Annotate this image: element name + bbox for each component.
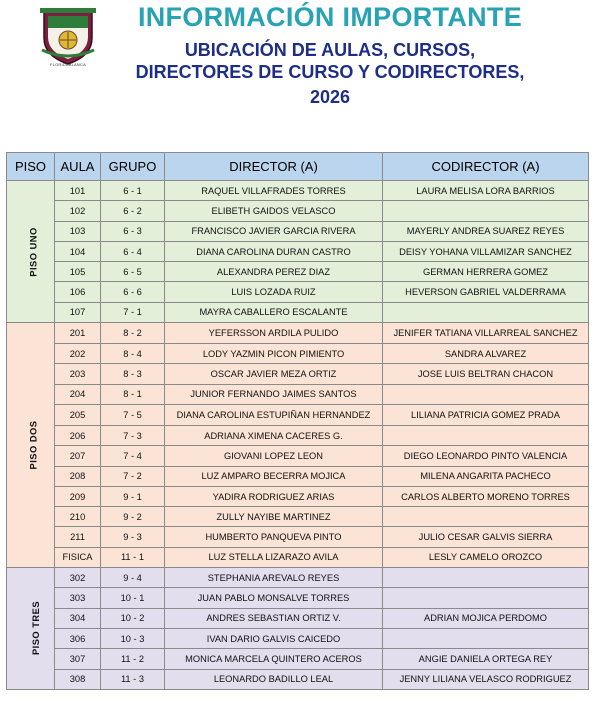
codirector-cell bbox=[383, 588, 589, 608]
director-cell: FRANCISCO JAVIER GARCIA RIVERA bbox=[165, 221, 383, 241]
grupo-cell: 10 - 1 bbox=[101, 588, 165, 608]
page-subtitle-year: 2026 bbox=[309, 87, 351, 107]
grupo-cell: 9 - 4 bbox=[101, 568, 165, 588]
director-cell: LUZ AMPARO BECERRA MOJICA bbox=[165, 466, 383, 486]
director-cell: RAQUEL VILLAFRADES TORRES bbox=[165, 181, 383, 201]
grupo-cell: 11 - 3 bbox=[101, 669, 165, 689]
director-cell: JUNIOR FERNANDO JAIMES SANTOS bbox=[165, 384, 383, 404]
aula-cell: 104 bbox=[55, 241, 101, 261]
floor-label: PISO DOS bbox=[28, 420, 39, 470]
director-cell: GIOVANI LOPEZ LEON bbox=[165, 446, 383, 466]
director-cell: OSCAR JAVIER MEZA ORTIZ bbox=[165, 364, 383, 384]
table-row bbox=[7, 344, 589, 364]
grupo-cell: 11 - 2 bbox=[101, 649, 165, 669]
grupo-cell: 8 - 3 bbox=[101, 364, 165, 384]
director-cell: DIANA CAROLINA DURAN CASTRO bbox=[165, 241, 383, 261]
aula-cell: 307 bbox=[55, 649, 101, 669]
aula-cell: 303 bbox=[55, 588, 101, 608]
aula-cell: 302 bbox=[55, 568, 101, 588]
grupo-cell: 11 - 1 bbox=[101, 547, 165, 567]
grupo-cell: 6 - 6 bbox=[101, 282, 165, 302]
table-row bbox=[7, 323, 589, 344]
table-row bbox=[7, 364, 589, 384]
table-row bbox=[7, 466, 589, 486]
codirector-cell bbox=[383, 302, 589, 322]
codirector-cell: LESLY CAMELO OROZCO bbox=[383, 547, 589, 567]
grupo-cell: 10 - 2 bbox=[101, 608, 165, 628]
aula-cell: 102 bbox=[55, 201, 101, 221]
table-row bbox=[7, 527, 589, 547]
table-row bbox=[7, 384, 589, 404]
codirector-cell: JULIO CESAR GALVIS SIERRA bbox=[383, 527, 589, 547]
table-row bbox=[7, 446, 589, 466]
grupo-cell: 7 - 5 bbox=[101, 404, 165, 425]
aula-cell: 202 bbox=[55, 344, 101, 364]
table-row bbox=[7, 201, 589, 221]
codirector-cell: ADRIAN MOJICA PERDOMO bbox=[383, 608, 589, 628]
director-cell: IVAN DARIO GALVIS CAICEDO bbox=[165, 628, 383, 648]
director-cell: LUIS LOZADA RUIZ bbox=[165, 282, 383, 302]
table-row bbox=[7, 486, 589, 506]
codirector-cell: HEVERSON GABRIEL VALDERRAMA bbox=[383, 282, 589, 302]
aula-cell: 206 bbox=[55, 425, 101, 445]
director-cell: MONICA MARCELA QUINTERO ACEROS bbox=[165, 649, 383, 669]
logo-caption: FLORIDABLANCA bbox=[50, 62, 86, 67]
table-row bbox=[7, 588, 589, 608]
aula-cell: 106 bbox=[55, 282, 101, 302]
grupo-cell: 8 - 1 bbox=[101, 384, 165, 404]
floor-label-cell bbox=[7, 323, 55, 568]
table-row bbox=[7, 404, 589, 425]
table-row bbox=[7, 547, 589, 567]
director-cell: LEONARDO BADILLO LEAL bbox=[165, 669, 383, 689]
grupo-cell: 7 - 4 bbox=[101, 446, 165, 466]
aula-cell: 107 bbox=[55, 302, 101, 322]
aula-cell: 207 bbox=[55, 446, 101, 466]
director-cell: LUZ STELLA LIZARAZO AVILA bbox=[165, 547, 383, 567]
grupo-cell: 6 - 3 bbox=[101, 221, 165, 241]
aula-cell: 304 bbox=[55, 608, 101, 628]
codirector-cell: DEISY YOHANA VILLAMIZAR SANCHEZ bbox=[383, 241, 589, 261]
director-cell: JUAN PABLO MONSALVE TORRES bbox=[165, 588, 383, 608]
table-row bbox=[7, 669, 589, 689]
page-header bbox=[0, 0, 594, 150]
table-row bbox=[7, 628, 589, 648]
codirector-cell: ANGIE DANIELA ORTEGA REY bbox=[383, 649, 589, 669]
floor-label-cell bbox=[7, 181, 55, 323]
aula-cell: 103 bbox=[55, 221, 101, 241]
table-row bbox=[7, 425, 589, 445]
director-cell: ALEXANDRA PEREZ DIAZ bbox=[165, 262, 383, 282]
aula-cell: FISICA bbox=[55, 547, 101, 567]
director-cell: ANDRES SEBASTIAN ORTIZ V. bbox=[165, 608, 383, 628]
codirector-cell: SANDRA ALVAREZ bbox=[383, 344, 589, 364]
director-cell: DIANA CAROLINA ESTUPIÑAN HERNANDEZ bbox=[165, 404, 383, 425]
aula-cell: 306 bbox=[55, 628, 101, 648]
column-header-aula: AULA bbox=[55, 153, 101, 181]
table-body bbox=[7, 181, 589, 690]
table-row bbox=[7, 649, 589, 669]
column-header-grupo: GRUPO bbox=[101, 153, 165, 181]
column-header-director: DIRECTOR (A) bbox=[165, 153, 383, 181]
column-header-piso: PISO bbox=[7, 153, 55, 181]
school-shield-logo-icon bbox=[38, 4, 98, 68]
codirector-cell bbox=[383, 507, 589, 527]
codirector-cell: LAURA MELISA LORA BARRIOS bbox=[383, 181, 589, 201]
codirector-cell: MILENA ANGARITA PACHECO bbox=[383, 466, 589, 486]
grupo-cell: 8 - 4 bbox=[101, 344, 165, 364]
grupo-cell: 9 - 2 bbox=[101, 507, 165, 527]
codirector-cell: JOSE LUIS BELTRAN CHACON bbox=[383, 364, 589, 384]
director-cell: HUMBERTO PANQUEVA PINTO bbox=[165, 527, 383, 547]
grupo-cell: 6 - 1 bbox=[101, 181, 165, 201]
page-subtitle-line-1: UBICACIÓN DE AULAS, CURSOS, bbox=[184, 40, 476, 60]
page-title: INFORMACIÓN IMPORTANTE bbox=[137, 2, 523, 32]
table-row bbox=[7, 608, 589, 628]
director-cell: STEPHANIA AREVALO REYES bbox=[165, 568, 383, 588]
aula-cell: 105 bbox=[55, 262, 101, 282]
director-cell: ELIBETH GAIDOS VELASCO bbox=[165, 201, 383, 221]
codirector-cell: MAYERLY ANDREA SUAREZ REYES bbox=[383, 221, 589, 241]
director-cell: ADRIANA XIMENA CACERES G. bbox=[165, 425, 383, 445]
table-row bbox=[7, 507, 589, 527]
floor-label: PISO UNO bbox=[28, 226, 39, 277]
aula-cell: 211 bbox=[55, 527, 101, 547]
codirector-cell: GERMAN HERRERA GOMEZ bbox=[383, 262, 589, 282]
grupo-cell: 10 - 3 bbox=[101, 628, 165, 648]
table-row bbox=[7, 221, 589, 241]
codirector-cell: CARLOS ALBERTO MORENO TORRES bbox=[383, 486, 589, 506]
table-row bbox=[7, 282, 589, 302]
grupo-cell: 6 - 2 bbox=[101, 201, 165, 221]
grupo-cell: 8 - 2 bbox=[101, 323, 165, 344]
aula-cell: 308 bbox=[55, 669, 101, 689]
aula-cell: 210 bbox=[55, 507, 101, 527]
classroom-assignment-table bbox=[6, 152, 589, 690]
director-cell: MAYRA CABALLERO ESCALANTE bbox=[165, 302, 383, 322]
aula-cell: 205 bbox=[55, 404, 101, 425]
aula-cell: 203 bbox=[55, 364, 101, 384]
aula-cell: 101 bbox=[55, 181, 101, 201]
codirector-cell bbox=[383, 628, 589, 648]
aula-cell: 209 bbox=[55, 486, 101, 506]
director-cell: LODY YAZMIN PICON PIMIENTO bbox=[165, 344, 383, 364]
grupo-cell: 7 - 2 bbox=[101, 466, 165, 486]
column-header-codirector: CODIRECTOR (A) bbox=[383, 153, 589, 181]
codirector-cell bbox=[383, 568, 589, 588]
grupo-cell: 7 - 3 bbox=[101, 425, 165, 445]
table-header-row bbox=[7, 153, 589, 181]
codirector-cell: JENNY LILIANA VELASCO RODRIGUEZ bbox=[383, 669, 589, 689]
table-row bbox=[7, 241, 589, 261]
codirector-cell: DIEGO LEONARDO PINTO VALENCIA bbox=[383, 446, 589, 466]
codirector-cell: JENIFER TATIANA VILLARREAL SANCHEZ bbox=[383, 323, 589, 344]
page-subtitle-line-2: DIRECTORES DE CURSO Y CODIRECTORES, bbox=[135, 62, 525, 82]
codirector-cell: LILIANA PATRICIA GOMEZ PRADA bbox=[383, 404, 589, 425]
table-row bbox=[7, 181, 589, 201]
codirector-cell bbox=[383, 201, 589, 221]
grupo-cell: 9 - 3 bbox=[101, 527, 165, 547]
floor-label: PISO TRES bbox=[31, 601, 42, 656]
director-cell: ZULLY NAYIBE MARTINEZ bbox=[165, 507, 383, 527]
floor-label-cell bbox=[7, 568, 55, 690]
director-cell: YEFERSSON ARDILA PULIDO bbox=[165, 323, 383, 344]
aula-cell: 208 bbox=[55, 466, 101, 486]
director-cell: YADIRA RODRIGUEZ ARIAS bbox=[165, 486, 383, 506]
aula-cell: 201 bbox=[55, 323, 101, 344]
codirector-cell bbox=[383, 384, 589, 404]
codirector-cell bbox=[383, 425, 589, 445]
grupo-cell: 7 - 1 bbox=[101, 302, 165, 322]
grupo-cell: 6 - 5 bbox=[101, 262, 165, 282]
table-row bbox=[7, 262, 589, 282]
grupo-cell: 9 - 1 bbox=[101, 486, 165, 506]
aula-cell: 204 bbox=[55, 384, 101, 404]
table-row bbox=[7, 302, 589, 322]
grupo-cell: 6 - 4 bbox=[101, 241, 165, 261]
table-row bbox=[7, 568, 589, 588]
